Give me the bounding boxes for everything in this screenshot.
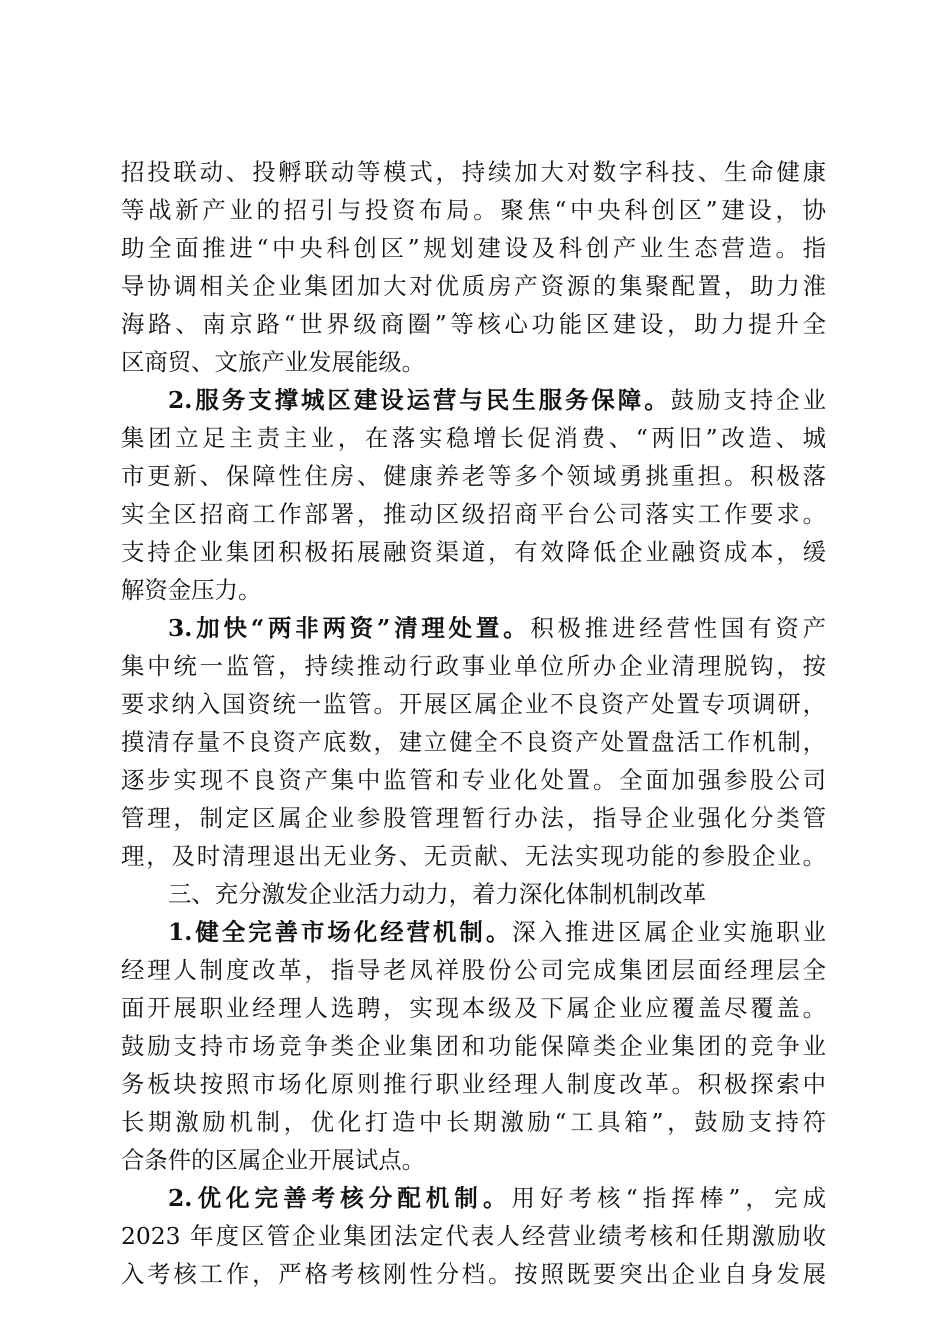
text-line: 实全区招商工作部署，推动区级招商平台公司落实工作要求。 [121, 500, 826, 528]
text-line-first [121, 913, 826, 951]
text-line: 经理人制度改革，指导老凤祥股份公司完成集团层面经理层全 [121, 956, 826, 984]
paragraph-lead-rest: 积极推进经营性国有资产 [530, 614, 826, 642]
text-line: 入考核工作，严格考核刚性分档。按照既要突出企业自身发展 [121, 1260, 826, 1288]
document-page [121, 153, 826, 1293]
text-line: 集团立足主责主业，在落实稳增长促消费、“两旧”改造、城 [121, 424, 826, 452]
text-line: 支持企业集团积极拓展融资渠道，有效降低企业融资成本，缓 [121, 538, 826, 566]
text-line: 务板块按照市场化原则推行职业经理人制度改革。积极探索中 [121, 1070, 826, 1098]
paragraph-lead-bold: 2.服务支撑城区建设运营与民生服务保障。 [168, 386, 671, 414]
paragraph-lead-rest: 用好考核“指挥棒”，完成 [511, 1184, 826, 1212]
text-line: 等战新产业的招引与投资布局。聚焦“中央科创区”建设，协 [121, 196, 826, 224]
paragraph-assessment [121, 1179, 826, 1293]
paragraph-lead-rest: 深入推进区属企业实施职业 [512, 918, 826, 946]
paragraph-lead-bold: 2.优化完善考核分配机制。 [168, 1184, 512, 1212]
text-line: 海路、南京路“世界级商圈”等核心功能区建设，助力提升全 [121, 310, 826, 338]
text-line: 管理，制定区属企业参股管理暂行办法，指导企业强化分类管 [121, 804, 826, 832]
text-line: 摸清存量不良资产底数，建立健全不良资产处置盘活工作机制， [121, 728, 826, 756]
paragraph-lead-bold: 3.加快“两非两资”清理处置。 [168, 614, 531, 642]
text-line: 合条件的区属企业开展试点。 [121, 1146, 426, 1174]
paragraph-lead-bold: 1.健全完善市场化经营机制。 [168, 918, 513, 946]
paragraph-urban-services [121, 381, 826, 609]
text-line-first [121, 381, 826, 419]
text-line: 鼓励支持市场竞争类企业集团和功能保障类企业集团的竞争业 [121, 1032, 826, 1060]
text-line: 助全面推进“中央科创区”规划建设及科创产业生态营造。指 [121, 234, 826, 262]
text-line: 解资金压力。 [121, 576, 262, 604]
text-line: 市更新、保障性住房、健康养老等多个领域勇挑重担。积极落 [121, 462, 826, 490]
text-line: 理，及时清理退出无业务、无贡献、无法实现功能的参股企业。 [121, 842, 826, 870]
text-line-first [121, 1179, 826, 1217]
paragraph-investment [121, 153, 826, 381]
text-line: 要求纳入国资统一监管。开展区属企业不良资产处置专项调研， [121, 690, 826, 718]
paragraph-market-mechanism [121, 913, 826, 1179]
paragraph-asset-disposal [121, 609, 826, 875]
text-line: 集中统一监管，持续推动行政事业单位所办企业清理脱钩，按 [121, 652, 826, 680]
paragraph-lead-rest: 鼓励支持企业 [670, 386, 826, 414]
text-line: 招投联动、投孵联动等模式，持续加大对数字科技、生命健康 [121, 158, 826, 186]
text-line: 逐步实现不良资产集中监管和专业化处置。全面加强参股公司 [121, 766, 826, 794]
text-line: 面开展职业经理人选聘，实现本级及下属企业应覆盖尽覆盖。 [121, 994, 826, 1022]
text-line: 区商贸、文旅产业发展能级。 [121, 348, 426, 376]
text-line-first [121, 609, 826, 647]
text-line: 长期激励机制，优化打造中长期激励“工具箱”，鼓励支持符 [121, 1108, 826, 1136]
text-line: 导协调相关企业集团加大对优质房产资源的集聚配置，助力淮 [121, 272, 826, 300]
text-line: 2023 年度区管企业集团法定代表人经营业绩考核和任期激励收 [121, 1222, 826, 1250]
section-heading: 三、充分激发企业活力动力，着力深化体制机制改革 [168, 880, 706, 908]
